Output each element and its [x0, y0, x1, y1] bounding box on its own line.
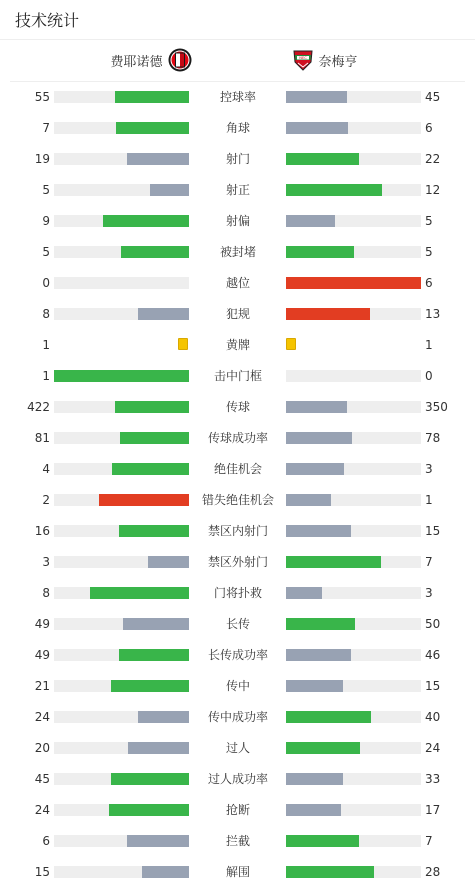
stat-label: 传中成功率 [207, 710, 268, 724]
stat-label: 过人成功率 [207, 772, 268, 786]
stat-row [0, 175, 475, 206]
away-bar-fill [286, 587, 322, 599]
home-stat-value: 16 [34, 524, 50, 538]
away-stat-value: 6 [425, 276, 433, 290]
stat-label: 传球 [225, 400, 250, 414]
stat-row [0, 330, 475, 361]
home-stat-value: 3 [42, 555, 50, 569]
home-bar-track [54, 432, 189, 444]
stat-row [0, 640, 475, 671]
away-bar-fill [286, 308, 370, 320]
away-bar-track [286, 742, 421, 754]
home-stat-value: 55 [34, 90, 50, 104]
stat-label: 传球成功率 [207, 431, 268, 445]
stat-row [0, 392, 475, 423]
away-bar-track [286, 122, 421, 134]
away-bar-track [286, 401, 421, 413]
away-stat-value: 40 [425, 710, 441, 724]
stat-row [0, 82, 475, 113]
stat-row [0, 485, 475, 516]
away-stat-value: 1 [425, 493, 433, 507]
stat-row [0, 113, 475, 144]
home-team-crest-icon [168, 48, 192, 72]
home-bar-track [54, 184, 189, 196]
away-bar-fill [286, 246, 354, 258]
stat-row [0, 826, 475, 857]
away-yellow-card-icon [286, 338, 296, 350]
home-bar-fill [115, 401, 189, 413]
home-bar-fill [111, 680, 189, 692]
home-bar-track [54, 587, 189, 599]
stat-label: 控球率 [219, 90, 256, 104]
away-bar-fill [286, 556, 381, 568]
away-bar-track [286, 153, 421, 165]
home-bar-track [54, 215, 189, 227]
away-stat-value: 15 [425, 524, 441, 538]
home-bar-fill [121, 246, 189, 258]
stat-row [0, 299, 475, 330]
away-bar-fill [286, 91, 347, 103]
home-bar-fill [111, 773, 189, 785]
stat-label: 拦截 [225, 834, 250, 848]
away-stat-value: 6 [425, 121, 433, 135]
away-bar-fill [286, 835, 359, 847]
home-bar-track [54, 556, 189, 568]
home-stat-value: 6 [42, 834, 50, 848]
home-stat-value: 49 [34, 617, 50, 631]
stat-label: 射门 [225, 152, 250, 166]
away-bar-track [286, 711, 421, 723]
home-bar-track [54, 618, 189, 630]
stat-label: 过人 [225, 741, 250, 755]
home-bar-track [54, 649, 189, 661]
home-bar-fill [120, 432, 189, 444]
home-bar-fill [109, 804, 189, 816]
home-stat-value: 4 [42, 462, 50, 476]
home-stat-value: 21 [34, 679, 50, 693]
away-bar-track [286, 835, 421, 847]
away-bar-track [286, 649, 421, 661]
away-bar-track [286, 184, 421, 196]
away-team-name: 奈梅亨 [318, 54, 358, 70]
home-bar-track [54, 804, 189, 816]
home-bar-fill [127, 153, 189, 165]
home-bar-fill [148, 556, 189, 568]
away-bar-fill [286, 432, 352, 444]
away-bar-fill [286, 804, 341, 816]
home-stat-value: 49 [34, 648, 50, 662]
away-stat-value: 7 [425, 555, 433, 569]
away-stat-value: 13 [425, 307, 441, 321]
home-stat-value: 20 [34, 741, 50, 755]
away-bar-track [286, 277, 421, 289]
away-stat-value: 7 [425, 834, 433, 848]
stat-row [0, 733, 475, 764]
home-bar-track [54, 277, 189, 289]
stat-label: 黄牌 [225, 338, 250, 352]
away-bar-fill [286, 866, 374, 878]
home-stat-value: 81 [34, 431, 50, 445]
away-bar-fill [286, 122, 348, 134]
home-bar-fill [54, 370, 189, 382]
home-bar-track [54, 680, 189, 692]
away-bar-track [286, 618, 421, 630]
stat-label: 禁区外射门 [207, 555, 268, 569]
away-bar-fill [286, 773, 343, 785]
stat-row [0, 237, 475, 268]
home-bar-fill [138, 711, 189, 723]
home-bar-track [54, 463, 189, 475]
away-team-crest-icon [291, 48, 315, 72]
stat-label: 射偏 [225, 214, 250, 228]
stat-row [0, 702, 475, 733]
away-bar-fill [286, 494, 331, 506]
home-bar-fill [150, 184, 189, 196]
home-bar-fill [103, 215, 189, 227]
away-bar-track [286, 866, 421, 878]
away-stat-value: 5 [425, 214, 433, 228]
stat-label: 犯规 [225, 307, 250, 321]
stat-row [0, 516, 475, 547]
home-bar-fill [142, 866, 189, 878]
away-stat-value: 45 [425, 90, 441, 104]
stat-row [0, 423, 475, 454]
stat-label: 绝佳机会 [213, 462, 262, 476]
home-stat-value: 1 [42, 338, 50, 352]
stat-row [0, 547, 475, 578]
home-stat-value: 422 [27, 400, 50, 414]
away-bar-fill [286, 711, 371, 723]
home-stat-value: 8 [42, 586, 50, 600]
stat-row [0, 609, 475, 640]
away-stat-value: 1 [425, 338, 433, 352]
home-bar-track [54, 370, 189, 382]
home-bar-track [54, 122, 189, 134]
home-bar-fill [119, 525, 189, 537]
home-bar-fill [138, 308, 189, 320]
home-bar-track [54, 401, 189, 413]
stat-row [0, 857, 475, 888]
away-team[interactable] [291, 48, 358, 72]
away-stat-value: 15 [425, 679, 441, 693]
home-bar-track [54, 525, 189, 537]
stat-row [0, 795, 475, 826]
home-team[interactable] [110, 48, 191, 72]
home-stat-value: 8 [42, 307, 50, 321]
home-bar-track [54, 153, 189, 165]
away-bar-track [286, 587, 421, 599]
away-stat-value: 0 [425, 369, 433, 383]
stat-row [0, 268, 475, 299]
away-bar-fill [286, 618, 355, 630]
home-bar-track [54, 773, 189, 785]
stat-label: 门将扑救 [213, 586, 262, 600]
page-title: 技术统计 [15, 11, 80, 30]
away-bar-track [286, 308, 421, 320]
away-stat-value: 17 [425, 803, 441, 817]
home-bar-track [54, 494, 189, 506]
away-bar-track [286, 680, 421, 692]
home-bar-fill [90, 587, 189, 599]
away-stat-value: 33 [425, 772, 441, 786]
stat-label: 被封堵 [219, 245, 256, 259]
home-bar-track [54, 711, 189, 723]
away-bar-fill [286, 184, 382, 196]
stat-label: 错失绝佳机会 [201, 493, 274, 507]
svg-text:NEC: NEC [298, 56, 307, 60]
stat-label: 禁区内射门 [207, 524, 268, 538]
away-bar-fill [286, 153, 359, 165]
away-bar-fill [286, 680, 343, 692]
home-stat-value: 5 [42, 183, 50, 197]
away-bar-track [286, 246, 421, 258]
home-bar-fill [128, 742, 189, 754]
home-bar-track [54, 835, 189, 847]
away-stat-value: 22 [425, 152, 441, 166]
home-bar-fill [127, 835, 189, 847]
away-bar-fill [286, 215, 335, 227]
away-stat-value: 3 [425, 462, 433, 476]
away-bar-track [286, 494, 421, 506]
stat-row [0, 206, 475, 237]
away-stat-value: 50 [425, 617, 441, 631]
stat-label: 角球 [225, 121, 250, 135]
stat-row [0, 144, 475, 175]
away-bar-track [286, 804, 421, 816]
home-stat-value: 24 [34, 710, 50, 724]
away-bar-track [286, 370, 421, 382]
home-bar-track [54, 742, 189, 754]
stat-row [0, 671, 475, 702]
teams-row [10, 40, 465, 82]
home-bar-fill [99, 494, 189, 506]
stat-label: 越位 [225, 276, 250, 290]
page-header [0, 0, 475, 40]
home-stat-value: 19 [34, 152, 50, 166]
stat-label: 传中 [225, 679, 250, 693]
away-stat-value: 24 [425, 741, 441, 755]
stat-label: 解围 [225, 865, 250, 879]
away-bar-fill [286, 463, 344, 475]
away-bar-fill [286, 742, 360, 754]
home-bar-track [54, 308, 189, 320]
away-bar-track [286, 463, 421, 475]
home-bar-fill [116, 122, 189, 134]
stat-row [0, 764, 475, 795]
away-bar-fill [286, 277, 421, 289]
stat-label: 击中门框 [213, 369, 262, 383]
home-stat-value: 45 [34, 772, 50, 786]
home-bar-fill [115, 91, 189, 103]
stat-label: 长传成功率 [207, 648, 268, 662]
away-bar-track [286, 773, 421, 785]
home-bar-track [54, 866, 189, 878]
away-stat-value: 46 [425, 648, 441, 662]
home-bar-track [54, 91, 189, 103]
away-bar-track [286, 91, 421, 103]
home-stat-value: 15 [34, 865, 50, 879]
home-stat-value: 1 [42, 369, 50, 383]
away-stat-value: 3 [425, 586, 433, 600]
away-stat-value: 12 [425, 183, 441, 197]
away-bar-fill [286, 649, 351, 661]
home-bar-fill [119, 649, 189, 661]
stat-row [0, 578, 475, 609]
away-bar-fill [286, 401, 347, 413]
stat-row [0, 361, 475, 392]
away-stat-value: 5 [425, 245, 433, 259]
home-stat-value: 2 [42, 493, 50, 507]
stat-label: 抢断 [225, 803, 250, 817]
stat-label: 长传 [225, 617, 250, 631]
stat-label: 射正 [225, 183, 250, 197]
home-bar-fill [123, 618, 189, 630]
away-bar-track [286, 215, 421, 227]
home-bar-fill [112, 463, 189, 475]
away-stat-value: 350 [425, 400, 448, 414]
home-stat-value: 9 [42, 214, 50, 228]
home-bar-track [54, 246, 189, 258]
home-stat-value: 5 [42, 245, 50, 259]
home-team-name: 费耶诺德 [110, 54, 163, 70]
away-stat-value: 28 [425, 865, 441, 879]
away-bar-track [286, 556, 421, 568]
home-stat-value: 0 [42, 276, 50, 290]
away-bar-fill [286, 525, 351, 537]
stats-list [0, 82, 475, 888]
home-yellow-card-icon [178, 338, 188, 350]
home-stat-value: 24 [34, 803, 50, 817]
away-bar-track [286, 525, 421, 537]
away-stat-value: 78 [425, 431, 441, 445]
stat-row [0, 454, 475, 485]
home-stat-value: 7 [42, 121, 50, 135]
away-bar-track [286, 432, 421, 444]
